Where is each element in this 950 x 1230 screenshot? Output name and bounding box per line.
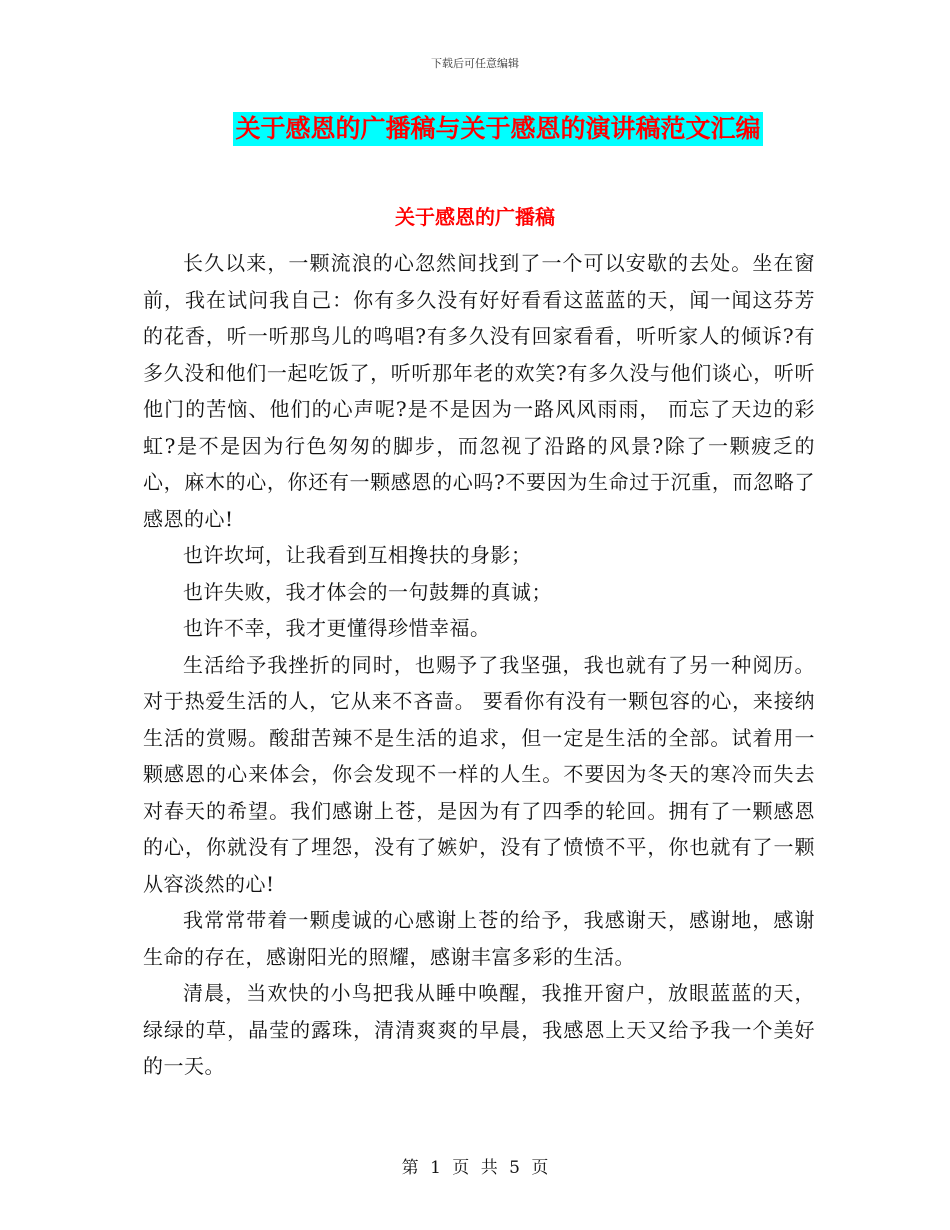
paragraph: 我常常带着一颗虔诚的心感谢上苍的给予，我感谢天，感谢地，感谢生命的存在，感谢阳光的照耀，感谢丰富多彩的生活。 — [143, 908, 815, 969]
paragraph: 也许坎坷，让我看到互相搀扶的身影； — [183, 543, 532, 567]
paragraph: 长久以来，一颗流浪的心忽然间找到了一个可以安歇的去处。坐在窗前，我在试问我自己：你有多久没有好好看看这蓝蓝的天，闻一闻这芬芳的花香，听一听那鸟儿的鸣唱?有多久没有回家看看，听听家人的倾诉?有多久没和他们一起吃饭了，听听那年老的欢笑?有多久没与他们谈心，听听他门的苦恼、他们的心声呢?是不是因为一路风风雨雨， 而忘了天边的彩虹?是不是因为行色匆匆的脚步，而忽视了沿路的风景?除了一颗疲乏的心，麻木的心，你还有一颗感恩的心吗?不要因为生命过于沉重，而忽略了感恩的心! — [143, 251, 815, 531]
section-title: 关于感恩的广播稿 — [395, 205, 555, 229]
main-title-container — [0, 112, 950, 146]
header-note: 下载后可任意编辑 — [431, 57, 519, 70]
paragraph: 生活给予我挫折的同时，也赐予了我坚强，我也就有了另一种阅历。对于热爱生活的人，它从来不吝啬。 要看你有没有一颗包容的心，来接纳生活的赏赐。酸甜苦辣不是生活的追求，但一定是生活的全部。试着用一颗感恩的心来体会，你会发现不一样的人生。不要因为冬天的寒冷而失去对春天的希望。我们感谢上苍，是因为有了四季的轮回。拥有了一颗感恩的心，你就没有了埋怨，没有了嫉妒，没有了愤愤不平，你也就有了一颗从容淡然的心! — [143, 652, 815, 896]
paragraph: 也许失败，我才体会的一句鼓舞的真诚； — [183, 579, 552, 604]
paragraph: 清晨，当欢快的小鸟把我从睡中唤醒，我推开窗户，放眼蓝蓝的天，绿绿的草，晶莹的露珠，清清爽爽的早晨，我感恩上天又给予我一个美好的一天。 — [143, 981, 815, 1078]
document-title: 关于感恩的广播稿与关于感恩的演讲稿范文汇编 — [233, 112, 762, 146]
paragraph: 也许不幸，我才更懂得珍惜幸福。 — [183, 616, 491, 640]
page-number: 第 1 页 共 5 页 — [401, 1158, 549, 1178]
document-body — [143, 245, 815, 1085]
